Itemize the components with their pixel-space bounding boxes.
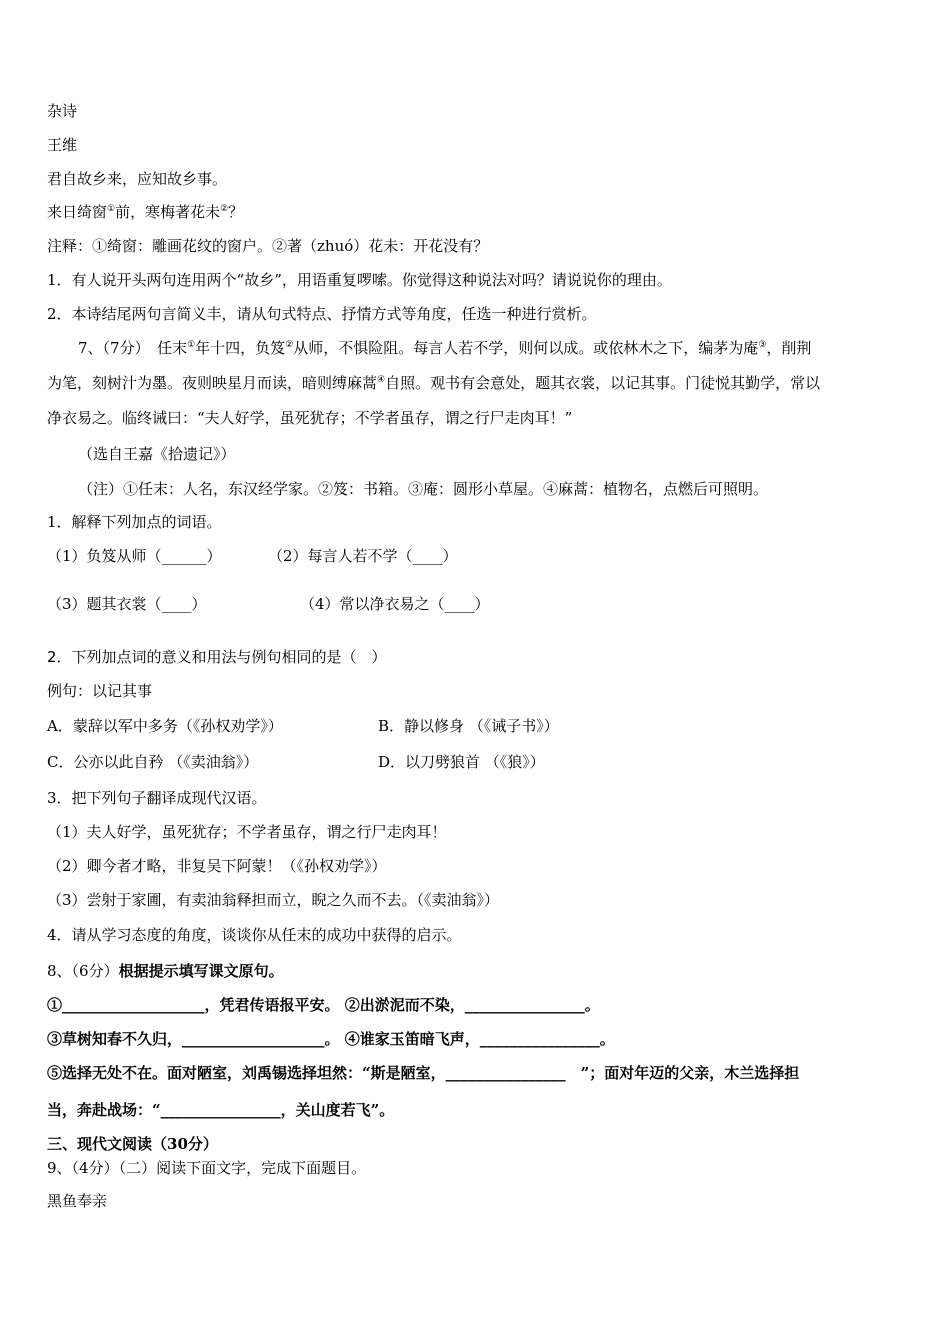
q7-sub-question-4: 4．请从学习态度的角度，谈谈你从任末的成功中获得的启示。	[47, 926, 462, 944]
q7-passage-line-3: 净衣易之。临终诫曰：“夫人好学，虽死犹存；不学者虽存，谓之行尸走肉耳！”	[47, 409, 573, 427]
poem-line-1: 君自故乡来，应知故乡事。	[47, 170, 228, 188]
poem-question-1: 1．有人说开头两句连用两个“故乡”，用语重复啰嗦。你觉得这种说法对吗？请说说你的理由。	[47, 271, 672, 289]
q7-sub-question-3: 3．把下列句子翻译成现代汉语。	[47, 789, 267, 807]
q7-note: （注）①任末：人名，东汉经学家。②笈：书箱。③庵：圆形小草屋。④麻蒿：植物名，点燃后可照明。	[78, 480, 769, 498]
section-3-title: 三、现代文阅读（30分）	[47, 1135, 218, 1153]
poem-author: 王维	[47, 136, 78, 154]
q7-sq1-item-4: （4）常以净衣易之（____）	[300, 595, 490, 613]
q7-sq1-item-1: （1）负笈从师（______）	[47, 547, 222, 565]
q7-source: （选自王嘉《拾遗记》）	[78, 445, 236, 463]
q7-sq3-item-2: （2）卿今者才略，非复吴下阿蒙！（《孙权劝学》）	[47, 857, 387, 875]
q7-passage-line-2: 为笔，刻树汁为墨。夜则映星月而读，暗则缚麻蒿④自照。观书有会意处，题其衣裳，以记其事。门徒悦其勤学，常以	[47, 374, 821, 392]
q8-heading: 8、（6分）根据提示填写课文原句。	[47, 962, 284, 980]
q7-passage-line-1: 7、（7分） 任末①年十四，负笈②从师，不惧险阻。每言人若不学，则何以成。或依林木之下，编茅为庵③，削荆	[78, 339, 812, 357]
q7-sq3-item-3: （3）尝射于家圃，有卖油翁释担而立，睨之久而不去。（《卖油翁》）	[47, 891, 500, 909]
poem-question-2: 2．本诗结尾两句言简义丰，请从句式特点、抒情方式等角度，任选一种进行赏析。	[47, 305, 597, 323]
article-title: 黑鱼奉亲	[47, 1192, 108, 1210]
q7-sq3-item-1: （1）夫人好学，虽死犹存；不学者虽存，谓之行尸走肉耳！	[47, 823, 447, 841]
q8-fill-line-1: ①___________________，凭君传语报平安。 ②出淤泥而不染，________________。	[47, 996, 600, 1014]
q8-fill-line-3: ⑤选择无处不在。面对陋室，刘禹锡选择坦然：“斯是陋室，________________ ”；面对年迈的父亲，木兰选择担	[47, 1064, 800, 1082]
q7-option-b: B．静以修身 （《诫子书》）	[378, 717, 559, 735]
q7-option-a: A．蒙辞以军中多务（《孙权劝学》）	[47, 717, 283, 735]
q7-option-c: C．公亦以此自矜 （《卖油翁》）	[47, 753, 259, 771]
q7-sq2-example: 例句：以记其事	[47, 682, 153, 700]
poem-line-2: 来日绮窗①前，寒梅著花未②？	[47, 203, 244, 221]
question-9: 9、（4分）（二）阅读下面文字，完成下面题目。	[47, 1159, 367, 1177]
poem-title: 杂诗	[47, 102, 78, 120]
q7-sub-question-2: 2．下列加点词的意义和用法与例句相同的是（ ）	[47, 648, 387, 666]
q7-sq1-item-3: （3）题其衣裳（____）	[47, 595, 207, 613]
q8-fill-line-2: ③草树知春不久归，___________________。 ④谁家玉笛暗飞声，________________。	[47, 1030, 615, 1048]
q8-fill-line-4: 当，奔赴战场：“________________，关山度若飞”。	[47, 1101, 395, 1119]
q7-sub-question-1: 1．解释下列加点的词语。	[47, 513, 222, 531]
q7-sq1-item-2: （2）每言人若不学（____）	[268, 547, 458, 565]
q7-option-d: D．以刀劈狼首 （《狼》）	[378, 753, 545, 771]
poem-note: 注释：①绮窗：雕画花纹的窗户。②著（zhuó）花未：开花没有？	[47, 237, 489, 255]
